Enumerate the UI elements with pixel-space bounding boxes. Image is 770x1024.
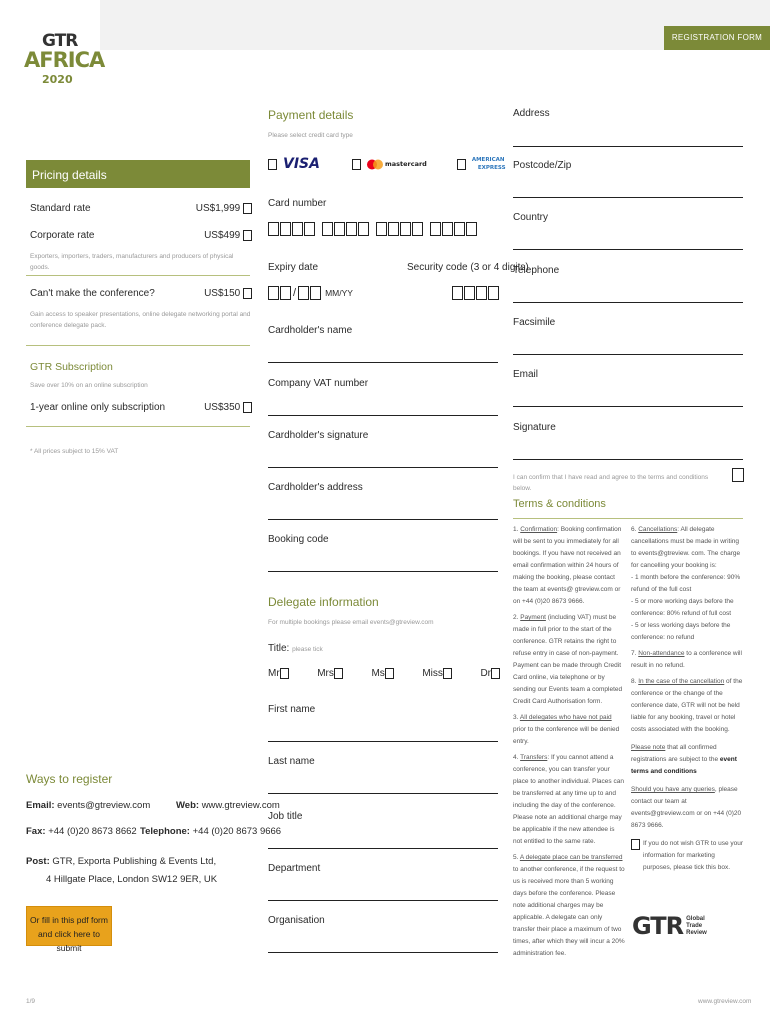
delegate-title: Delegate information (268, 595, 379, 609)
security-label: Security code (3 or 4 digits) (407, 262, 529, 273)
term-7: 7. Non-attendance to a conference will result in no refund. (631, 650, 742, 669)
title-mrs-checkbox[interactable] (334, 668, 343, 679)
page-number: 1/9 (26, 998, 36, 1005)
corporate-rate-price: US$499 (204, 230, 241, 242)
address-field[interactable] (513, 146, 743, 147)
term-3: 3. All delegates who have not paid prior to the conference will be denied entry. (513, 714, 620, 745)
postcode-field[interactable] (513, 197, 743, 198)
cant-make-price: US$150 (204, 288, 241, 300)
contact-web: Web: www.gtreview.com (176, 800, 280, 811)
payment-title: Payment details (268, 108, 354, 122)
pricing-title: Pricing details (26, 160, 250, 188)
logo-year: 2020 (42, 73, 73, 86)
title-miss[interactable]: Miss (422, 668, 452, 679)
marketing-optout-checkbox[interactable] (631, 839, 640, 850)
cant-make-note: Gain access to speaker presentations, online delegate networking portal and conference delegate pack. (30, 311, 251, 329)
subscription-checkbox[interactable] (243, 402, 252, 413)
cant-make-label: Can't make the conference? (30, 288, 155, 300)
term-8: 8. In the case of the cancellation of the conference or the change of the conference date, GTR will not be held liable for any booking, travel or hotel costs associated with the booking. (631, 678, 743, 733)
cant-make-checkbox[interactable] (243, 288, 252, 299)
amex-checkbox[interactable] (457, 159, 466, 170)
contact-fax: Fax: +44 (0)20 8673 8662 (26, 826, 137, 837)
header-bar (0, 0, 770, 50)
amex-logo: AMERICAN EXPRESS (471, 157, 506, 171)
term-4: 4. Transfers: If you cannot attend a conference, you can transfer your place to another individual. Places can be transferred at any time up to and including the day of the conference. Please note an additional charge may be applicable if the new attendee is not entitled to the same rate. (513, 754, 624, 845)
booking-code-field[interactable] (268, 571, 498, 572)
telephone-label: Telephone (513, 265, 560, 276)
standard-rate-checkbox[interactable] (243, 203, 252, 214)
mastercard-circles-icon (367, 159, 383, 170)
logo-region: AFRICA (24, 48, 105, 72)
last-name-field[interactable] (268, 793, 498, 794)
submit-button[interactable]: Or fill in this pdf form and click here to submit (26, 906, 112, 946)
expiry-input[interactable]: / MM/YY (268, 286, 353, 300)
visa-checkbox[interactable] (268, 159, 277, 170)
standard-rate-label: Standard rate (30, 203, 91, 215)
title-dr[interactable]: Dr (480, 668, 500, 679)
first-name-field[interactable] (268, 741, 498, 742)
terms-left-column (513, 524, 625, 960)
left-column-bg (0, 104, 100, 1024)
term-2: 2. Payment (including VAT) must be made in full prior to the start of the conference. GTR retains the right to refuse entry in case of non-payment. Payment can be made through Credit Card online, via telephone or by sending our Events team a completed Credit Card Authorisation form. (513, 614, 623, 705)
title-label: Title: please tick (268, 643, 323, 654)
title-ms-checkbox[interactable] (385, 668, 394, 679)
corporate-note: Exporters, importers, traders, manufacturers and producers of physical goods. (30, 253, 234, 271)
payment-subtitle: Please select credit card type (268, 132, 353, 139)
organisation-field[interactable] (268, 952, 498, 953)
visa-logo: VISA (283, 156, 320, 172)
contact-telephone: Telephone: +44 (0)20 8673 9666 (140, 826, 282, 837)
divider (26, 345, 250, 346)
cardholder-address-label: Cardholder's address (268, 482, 363, 493)
term-5: 5. A delegate place can be transferred to another conference, if the request to us is received more than 5 working days before the conference. Please note additional charges may be applicable. A delegate can only transfer their place a maximum of two times, after which they will incur a 20% administration fee. (513, 854, 625, 957)
vat-note: * All prices subject to 15% VAT (30, 448, 119, 455)
divider (26, 426, 250, 427)
card-type-options (268, 156, 506, 172)
title-options (268, 668, 500, 679)
title-mr-checkbox[interactable] (280, 668, 289, 679)
email-label: Email (513, 369, 539, 380)
delegate-note: For multiple bookings please email events@gtreview.com (268, 619, 434, 626)
address-label: Address (513, 108, 550, 119)
title-miss-checkbox[interactable] (443, 668, 452, 679)
country-field[interactable] (513, 249, 743, 250)
subscription-note: Save over 10% on an online subscription (30, 382, 148, 389)
terms-right-column (631, 524, 745, 874)
terms-link[interactable]: event terms and conditions (631, 756, 737, 775)
email-link[interactable]: events@gtreview.com (57, 800, 151, 811)
contact-post-line2: 4 Hillgate Place, London SW12 9ER, UK (46, 874, 218, 885)
cardholder-signature-label: Cardholder's signature (268, 430, 369, 441)
facsimile-label: Facsimile (513, 317, 556, 328)
term-1: 1. Confirmation: Booking confirmation will be sent to you immediately for all bookings. If you have not received an email confirmation within 24 hours of making the booking, please contact the team at events@ gtreview.com or on +44 (0)20 8673 9666. (513, 526, 622, 605)
contact-email: Email: events@gtreview.com (26, 800, 151, 811)
standard-rate-price: US$1,999 (195, 203, 241, 215)
web-link[interactable]: www.gtreview.com (201, 800, 280, 811)
organisation-label: Organisation (268, 915, 325, 926)
footer-url[interactable]: www.gtreview.com (698, 998, 752, 1005)
telephone-field[interactable] (513, 302, 743, 303)
subscription-row (30, 402, 252, 413)
signature-label: Signature (513, 422, 556, 433)
term-6: 6. Cancellations: All delegate cancellations must be made in writing to events@gtreview. com. The charge for cancelling your booking is: - 1 month before the conference: 90% refund of the full cost - 5 or more working days before the conference: 80% refund of full cost - 5 or less working days before the conference: no refund (631, 526, 741, 641)
cant-make-row (30, 288, 252, 299)
job-title-field[interactable] (268, 848, 498, 849)
subscription-title: GTR Subscription (30, 361, 113, 373)
confirm-terms-checkbox[interactable] (732, 468, 744, 482)
title-ms[interactable]: Ms (371, 668, 393, 679)
ways-to-register-title: Ways to register (26, 772, 113, 786)
terms-title: Terms & conditions (513, 498, 606, 510)
subscription-label: 1-year online only subscription (30, 402, 166, 414)
terms-queries: Should you have any queries, please contact our team at events@gtreview.com or on +44 (0)20 8673 9666. (631, 786, 742, 829)
divider (26, 275, 250, 276)
cardholder-address-field[interactable] (268, 519, 498, 520)
corporate-rate-checkbox[interactable] (243, 230, 252, 241)
logo-brand: GTR (42, 31, 78, 51)
marketing-optout: If you do not wish GTR to use your information for marketing purposes, please tick this box. (631, 838, 745, 874)
company-vat-field[interactable] (268, 415, 498, 416)
security-code-input[interactable] (452, 286, 499, 300)
contact-post: Post: GTR, Exporta Publishing & Events Ltd, (26, 856, 217, 867)
department-label: Department (268, 863, 321, 874)
postcode-label: Postcode/Zip (513, 160, 572, 171)
cardholder-signature-field[interactable] (268, 467, 498, 468)
cardholder-name-field[interactable] (268, 362, 498, 363)
gtr-logo: GTR Global Trade Review (632, 912, 707, 940)
registration-form-tab: REGISTRATION FORM (664, 26, 770, 50)
email-field[interactable] (513, 406, 743, 407)
card-number-label: Card number (268, 198, 327, 209)
mastercard-checkbox[interactable] (352, 159, 361, 170)
title-dr-checkbox[interactable] (491, 668, 500, 679)
standard-rate-row (30, 203, 252, 214)
divider (513, 518, 743, 519)
cardholder-name-label: Cardholder's name (268, 325, 353, 336)
expiry-label: Expiry date (268, 262, 319, 273)
company-vat-label: Company VAT number (268, 378, 369, 389)
corporate-rate-label: Corporate rate (30, 230, 95, 242)
terms-note: Please note that all confirmed registrations are subject to the event terms and conditions (631, 744, 737, 775)
title-mrs[interactable]: Mrs (317, 668, 343, 679)
booking-code-label: Booking code (268, 534, 329, 545)
job-title-label: Job title (268, 811, 303, 822)
department-field[interactable] (268, 900, 498, 901)
country-label: Country (513, 212, 549, 223)
card-number-input[interactable] (268, 222, 477, 236)
subscription-price: US$350 (204, 402, 241, 414)
last-name-label: Last name (268, 756, 315, 767)
title-mr[interactable]: Mr (268, 668, 289, 679)
facsimile-field[interactable] (513, 354, 743, 355)
first-name-label: First name (268, 704, 316, 715)
signature-field[interactable] (513, 459, 743, 460)
confirm-terms-text: I can confirm that I have read and agree to the terms and conditions below. (513, 474, 709, 492)
mastercard-logo: mastercard (367, 159, 427, 170)
corporate-rate-row (30, 230, 252, 241)
